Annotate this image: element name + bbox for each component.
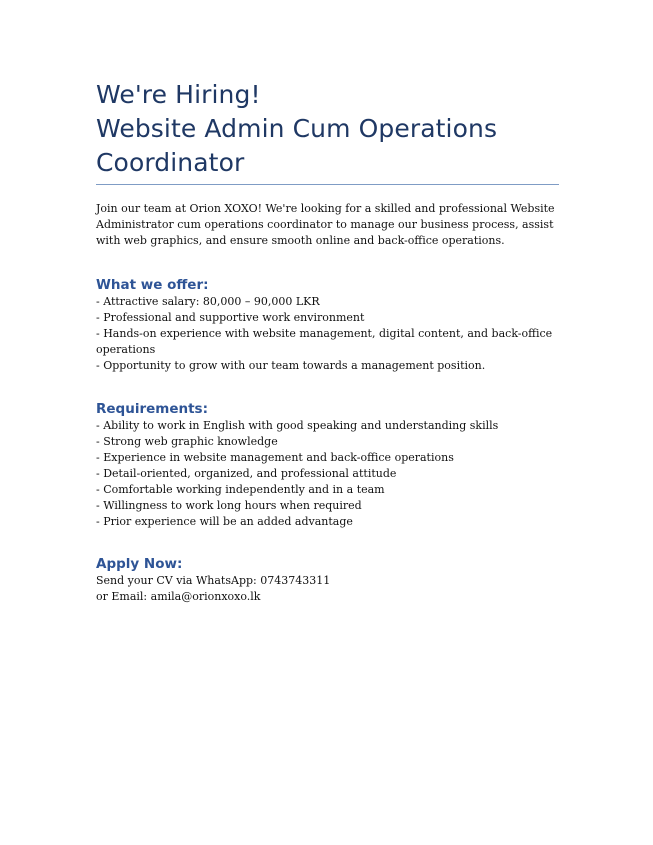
apply-email-line: or Email: amila@orionxoxo.lk [96, 590, 261, 603]
requirement-item: - Prior experience will be an added advantage [96, 515, 353, 528]
offer-heading: What we offer: [96, 277, 209, 293]
offer-item: - Professional and supportive work environment [96, 311, 365, 324]
apply-whatsapp-line: Send your CV via WhatsApp: 0743743311 [96, 574, 331, 587]
offer-list [96, 294, 559, 374]
job-posting [96, 78, 559, 605]
apply-heading: Apply Now: [96, 556, 183, 572]
requirement-item: - Willingness to work long hours when required [96, 499, 362, 512]
requirement-item: - Comfortable working independently and in a team [96, 483, 385, 496]
title-line-3: Coordinator [96, 148, 245, 177]
requirement-item: - Strong web graphic knowledge [96, 435, 278, 448]
requirements-list [96, 418, 559, 530]
requirements-heading: Requirements: [96, 401, 208, 417]
requirement-item: - Experience in website management and back-office operations [96, 451, 454, 464]
title-line-2: Website Admin Cum Operations [96, 114, 498, 143]
title-divider [96, 184, 559, 185]
requirement-item: - Detail-oriented, organized, and professional attitude [96, 467, 397, 480]
requirement-item: - Ability to work in English with good speaking and understanding skills [96, 419, 499, 432]
apply-details [96, 573, 559, 605]
offer-item: - Opportunity to grow with our team towards a management position. [96, 359, 486, 372]
title-line-1: We're Hiring! [96, 80, 261, 109]
intro-paragraph: Join our team at Orion XOXO! We're looking for a skilled and professional Website Administrator cum operations coordinator to manage our business process, assist with web graphics, and ensure smooth online and back-office operations. [96, 202, 555, 247]
page-title [96, 78, 559, 180]
offer-item: - Attractive salary: 80,000 – 90,000 LKR [96, 295, 320, 308]
offer-item: - Hands-on experience with website management, digital content, and back-office operations [96, 327, 553, 356]
